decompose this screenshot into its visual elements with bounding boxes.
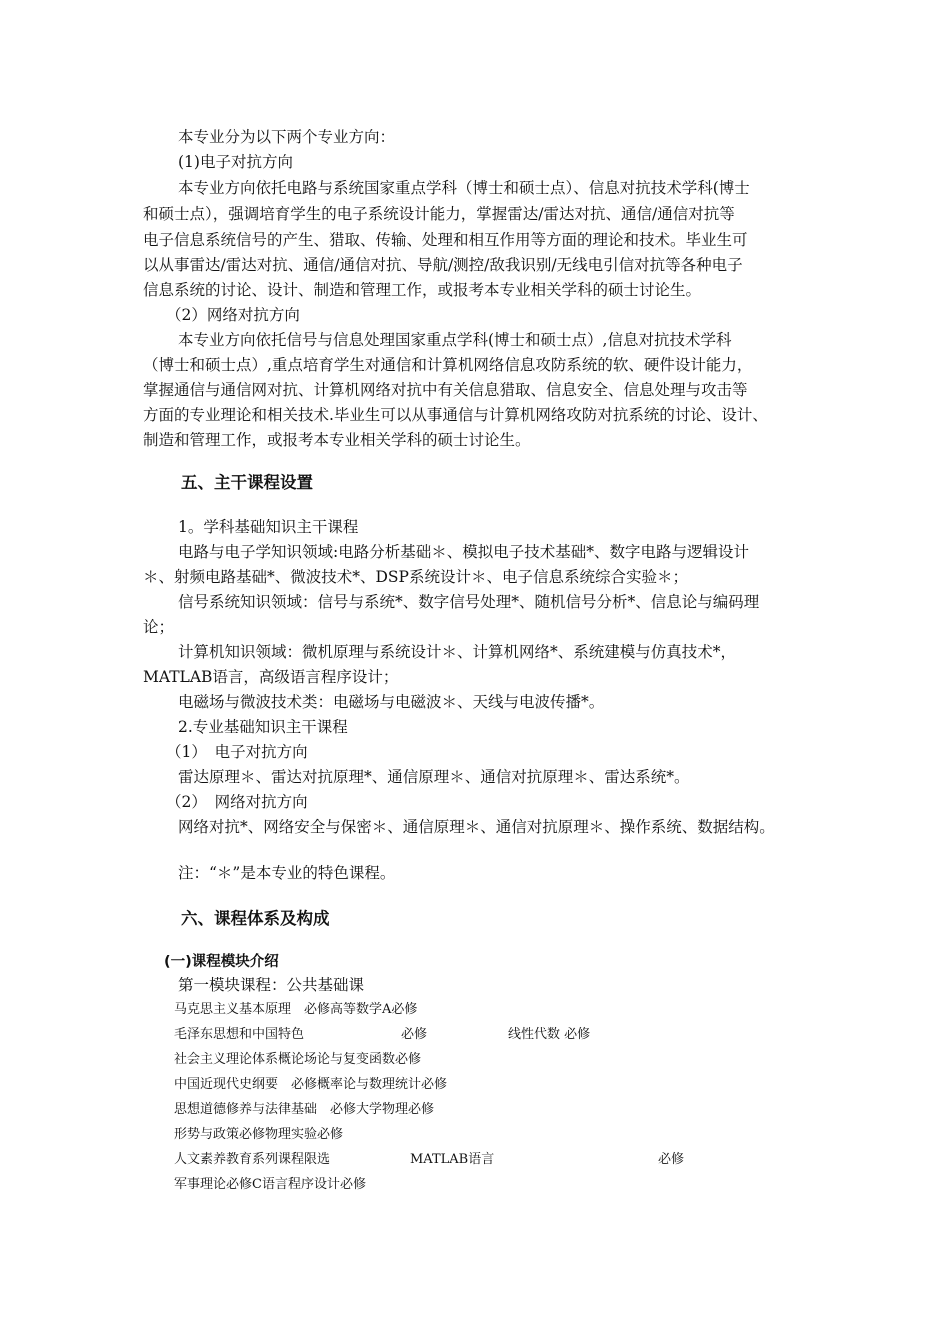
direction-2-text-line: 制造和管理工作，或报考本专业相关学科的硕士讨论生。 (143, 431, 531, 449)
course-line: 信号系统知识领域：信号与系统*、数字信号处理*、随机信号分析*、信息论与编码理 (178, 593, 760, 611)
course-table-row: 思想道德修养与法律基础 必修大学物理必修 (174, 1102, 435, 1117)
subsection-heading: (一)课程模块介绍 (164, 954, 279, 970)
course-line: 计算机知识领域：微机原理与系统设计＊、计算机网络*、系统建模与仿真技术*， (178, 643, 737, 661)
course-table-row: 军事理论必修C语言程序设计必修 (174, 1177, 366, 1192)
direction-1-title: (1)电子对抗方向 (178, 153, 293, 171)
course-line: 雷达原理＊、雷达对抗原理*、通信原理＊、通信对抗原理＊、雷达系统*。 (178, 768, 690, 786)
section-6-heading: 六、课程体系及构成 (181, 909, 330, 928)
intro-paragraph: 本专业分为以下两个专业方向： (178, 128, 396, 146)
course-line: 电路与电子学知识领域:电路分析基础＊、模拟电子技术基础*、数字电路与逻辑设计 (178, 543, 749, 561)
note-text: 注：“＊”是本专业的特色课程。 (178, 864, 396, 882)
direction-2-title: （2）网络对抗方向 (166, 306, 300, 324)
course-table-cell: 必修 (658, 1152, 685, 1167)
course-line: 电磁场与微波技术类：电磁场与电磁波＊、天线与电波传播*。 (178, 693, 605, 711)
course-table-cell: 必修 (401, 1027, 428, 1042)
direction-2-text-line: 本专业方向依托信号与信息处理国家重点学科(博士和硕士点）,信息对抗技术学科 (178, 331, 732, 349)
module-title: 第一模块课程：公共基础课 (178, 976, 365, 994)
course-line: ＊、射频电路基础*、微波技术*、DSP系统设计＊、电子信息系统综合实验＊； (143, 568, 688, 586)
course-table-cell: 人文素养教育系列课程限选 (174, 1152, 331, 1167)
section-5-heading: 五、主干课程设置 (181, 473, 313, 492)
direction-label: （2） 网络对抗方向 (166, 793, 308, 811)
direction-1-text-line: 以从事雷达/雷达对抗、通信/通信对抗、导航/测控/敌我识别/无线电引信对抗等各种电子 (143, 256, 743, 274)
course-table-row: 形势与政策必修物理实验必修 (174, 1127, 344, 1142)
direction-2-text-line: （博士和硕士点）,重点培育学生对通信和计算机网络信息攻防系统的软、硬件设计能力， (143, 356, 753, 374)
direction-1-text-line: 本专业方向依托电路与系统国家重点学科（博士和硕士点）、信息对抗技术学科(博士 (178, 179, 750, 197)
course-table-row: 马克思主义基本原理 必修高等数学A必修 (174, 1002, 418, 1017)
course-table-cell: 线性代数 必修 (508, 1027, 591, 1042)
course-table-row: 社会主义理论体系概论场论与复变函数必修 (174, 1052, 422, 1067)
course-line: 论； (143, 618, 175, 636)
direction-1-text-line: 和硕士点），强调培育学生的电子系统设计能力，掌握雷达/雷达对抗、通信/通信对抗等 (143, 205, 735, 223)
direction-1-text-line: 信息系统的讨论、设计、制造和管理工作，或报考本专业相关学科的硕士讨论生。 (143, 281, 702, 299)
course-line: MATLAB语言，高级语言程序设计； (143, 668, 399, 686)
course-table-cell: 毛泽东思想和中国特色 (174, 1027, 305, 1042)
course-group-title: 1。学科基础知识主干课程 (178, 518, 359, 536)
course-table-row: 中国近现代史纲要 必修概率论与数理统计必修 (174, 1077, 448, 1092)
course-table-cell: MATLAB语言 (410, 1152, 495, 1167)
direction-2-text-line: 方面的专业理论和相关技术.毕业生可以从事通信与计算机网络攻防对抗系统的讨论、设计、 (143, 406, 768, 424)
course-group-title: 2.专业基础知识主干课程 (178, 718, 348, 736)
direction-1-text-line: 电子信息系统信号的产生、猎取、传输、处理和相互作用等方面的理论和技术。毕业生可 (143, 231, 748, 249)
direction-label: （1） 电子对抗方向 (166, 743, 308, 761)
course-line: 网络对抗*、网络安全与保密＊、通信原理＊、通信对抗原理＊、操作系统、数据结构。 (178, 818, 775, 836)
direction-2-text-line: 掌握通信与通信网对抗、计算机网络对抗中有关信息猎取、信息安全、信息处理与攻击等 (143, 381, 748, 399)
